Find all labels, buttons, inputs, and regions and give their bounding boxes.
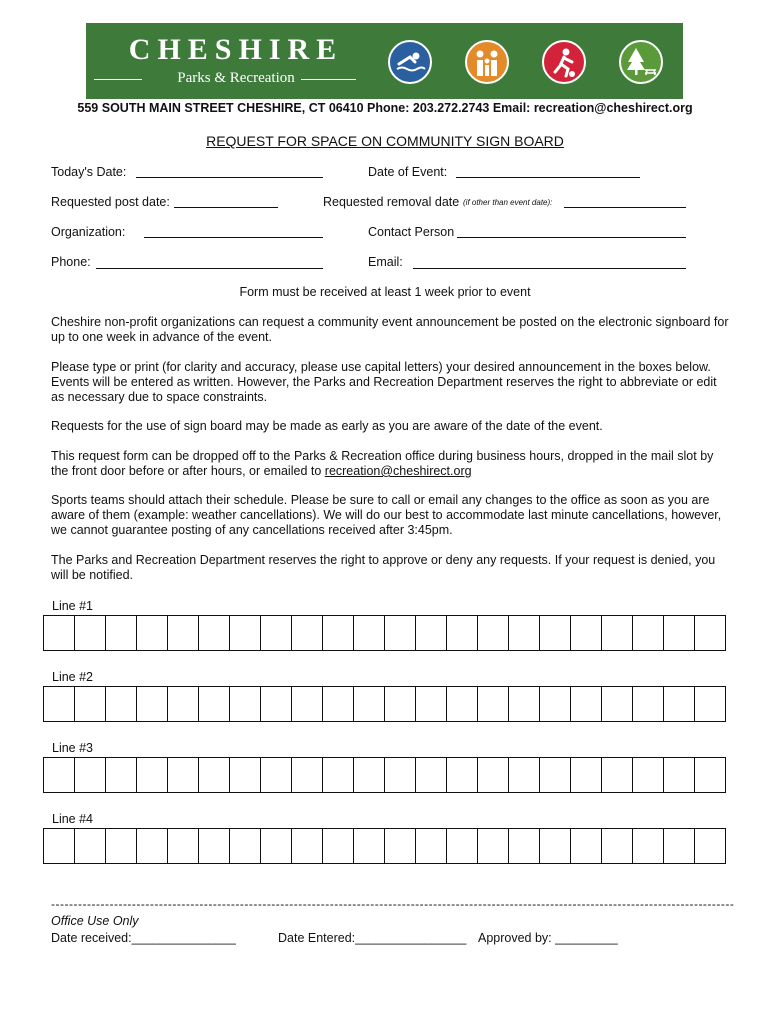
character-box[interactable] [602, 616, 633, 650]
character-box[interactable] [478, 829, 509, 863]
line-2-boxes[interactable] [43, 686, 726, 722]
character-box[interactable] [416, 829, 447, 863]
phone-field[interactable] [96, 268, 323, 269]
character-box[interactable] [571, 616, 602, 650]
organization-field[interactable] [144, 237, 323, 238]
character-box[interactable] [106, 829, 137, 863]
character-box[interactable] [540, 758, 571, 792]
line-4-boxes[interactable] [43, 828, 726, 864]
line-3-boxes[interactable] [43, 757, 726, 793]
character-box[interactable] [633, 829, 664, 863]
character-box[interactable] [540, 687, 571, 721]
character-box[interactable] [106, 758, 137, 792]
requested-removal-date-label: Requested removal date [323, 195, 460, 209]
header-banner [86, 23, 683, 99]
character-box[interactable] [695, 616, 725, 650]
character-box[interactable] [75, 687, 106, 721]
character-box[interactable] [106, 687, 137, 721]
todays-date-field[interactable] [136, 177, 323, 178]
deadline-notice: Form must be received at least 1 week prior to event [239, 285, 531, 299]
line-3-label: Line #3 [52, 741, 94, 755]
email-field[interactable] [413, 268, 686, 269]
character-box[interactable] [633, 758, 664, 792]
brand-subtitle: Parks & Recreation [177, 70, 295, 86]
line-2-label: Line #2 [52, 670, 94, 684]
character-box[interactable] [261, 616, 292, 650]
character-box[interactable] [416, 687, 447, 721]
line-1-label: Line #1 [52, 599, 94, 613]
character-box[interactable] [633, 687, 664, 721]
submission-text: This request form can be dropped off to the Parks & Recreation office during business hours, dropped in the mail slot by the front door before or after hours, or emailed to [51, 449, 714, 478]
character-box[interactable] [168, 829, 199, 863]
character-box[interactable] [664, 758, 695, 792]
character-box[interactable] [323, 758, 354, 792]
character-box[interactable] [633, 616, 664, 650]
family-icon [465, 40, 509, 84]
character-box[interactable] [354, 687, 385, 721]
character-box[interactable] [478, 616, 509, 650]
character-box[interactable] [602, 829, 633, 863]
swimmer-icon [388, 40, 432, 84]
paragraph-submission [51, 449, 731, 479]
paragraph-instructions: Please type or print (for clarity and accuracy, please use capital letters) your desired announcement in the boxes below. Events will be entered as written. However, the Parks and Recreation Department reserves the right to abbreviate or edit as necessary due to space constraints. [51, 360, 717, 404]
character-box[interactable] [509, 616, 540, 650]
character-box[interactable] [106, 616, 137, 650]
character-box[interactable] [44, 687, 75, 721]
separator-dashes: -------------------------------------------------------------------------------------------------------------------------------------------------------- [51, 897, 735, 911]
character-box[interactable] [447, 616, 478, 650]
date-received: Date received:_______________ [51, 931, 236, 945]
character-box[interactable] [75, 829, 106, 863]
character-box[interactable] [695, 758, 725, 792]
email-link[interactable]: recreation@cheshirect.org [324, 464, 472, 478]
character-box[interactable] [540, 829, 571, 863]
paragraph-approval: The Parks and Recreation Department reserves the right to approve or deny any requests. If your request is denied, you will be notified. [51, 553, 716, 582]
character-box[interactable] [323, 687, 354, 721]
character-box[interactable] [199, 616, 230, 650]
character-box[interactable] [44, 829, 75, 863]
character-box[interactable] [44, 616, 75, 650]
character-box[interactable] [354, 829, 385, 863]
character-box[interactable] [509, 829, 540, 863]
email-label: Email: [368, 255, 403, 269]
character-box[interactable] [354, 758, 385, 792]
character-box[interactable] [540, 616, 571, 650]
character-box[interactable] [416, 616, 447, 650]
character-box[interactable] [385, 829, 416, 863]
character-box[interactable] [137, 687, 168, 721]
character-box[interactable] [354, 616, 385, 650]
character-box[interactable] [199, 758, 230, 792]
requested-post-date-label: Requested post date: [51, 195, 170, 209]
requested-removal-date-field[interactable] [564, 207, 686, 208]
character-box[interactable] [602, 758, 633, 792]
character-box[interactable] [602, 687, 633, 721]
character-box[interactable] [323, 829, 354, 863]
character-box[interactable] [199, 829, 230, 863]
character-box[interactable] [447, 829, 478, 863]
brand-name: CHESHIRE [128, 33, 344, 66]
character-box[interactable] [261, 687, 292, 721]
character-box[interactable] [571, 829, 602, 863]
character-box[interactable] [385, 616, 416, 650]
character-box[interactable] [292, 616, 323, 650]
character-box[interactable] [137, 758, 168, 792]
date-of-event-label: Date of Event: [368, 165, 448, 179]
character-box[interactable] [292, 687, 323, 721]
organization-label: Organization: [51, 225, 126, 239]
character-box[interactable] [230, 829, 261, 863]
character-box[interactable] [509, 687, 540, 721]
requested-post-date-field[interactable] [174, 207, 278, 208]
approved-by: Approved by: _________ [478, 931, 618, 945]
character-box[interactable] [416, 758, 447, 792]
date-of-event-field[interactable] [456, 177, 640, 178]
character-box[interactable] [230, 616, 261, 650]
soccer-player-icon [542, 40, 586, 84]
todays-date-label: Today's Date: [51, 165, 127, 179]
character-box[interactable] [509, 758, 540, 792]
character-box[interactable] [168, 687, 199, 721]
character-box[interactable] [447, 758, 478, 792]
paragraph-timing: Requests for the use of sign board may be made as early as you are aware of the date of the event. [51, 419, 603, 433]
character-box[interactable] [168, 616, 199, 650]
character-box[interactable] [230, 687, 261, 721]
character-box[interactable] [447, 687, 478, 721]
character-box[interactable] [695, 687, 725, 721]
paragraph-sports-teams: Sports teams should attach their schedule. Please be sure to call or email any changes to the office as soon as you are aware of them (example: weather cancellations). We will do our best to accommodate last minute cancellations, however, we cannot guarantee posting of any cancellations received after 3:45pm. [51, 493, 722, 537]
character-box[interactable] [261, 758, 292, 792]
date-entered: Date Entered:________________ [278, 931, 467, 945]
removal-date-note: (if other than event date): [463, 198, 553, 207]
character-box[interactable] [385, 687, 416, 721]
character-box[interactable] [695, 829, 725, 863]
character-box[interactable] [478, 758, 509, 792]
contact-person-field[interactable] [457, 237, 686, 238]
character-box[interactable] [292, 758, 323, 792]
character-box[interactable] [199, 687, 230, 721]
paragraph-eligibility: Cheshire non-profit organizations can request a community event announcement be posted on the electronic signboard for up to one week in advance of the event. [51, 315, 729, 344]
character-box[interactable] [292, 829, 323, 863]
tree-picnic-icon [619, 40, 663, 84]
address-line: 559 SOUTH MAIN STREET CHESHIRE, CT 06410 Phone: 203.272.2743 Email: recreation@cheshirect.org [77, 101, 693, 115]
character-box[interactable] [75, 758, 106, 792]
character-box[interactable] [664, 687, 695, 721]
form-title: REQUEST FOR SPACE ON COMMUNITY SIGN BOARD [206, 133, 564, 149]
office-use-heading: Office Use Only [51, 914, 139, 928]
contact-person-label: Contact Person [368, 225, 455, 239]
character-box[interactable] [261, 829, 292, 863]
character-box[interactable] [478, 687, 509, 721]
character-box[interactable] [664, 829, 695, 863]
brand-rule-right [301, 79, 356, 80]
character-box[interactable] [168, 758, 199, 792]
character-box[interactable] [571, 687, 602, 721]
character-box[interactable] [137, 829, 168, 863]
character-box[interactable] [230, 758, 261, 792]
line-1-boxes[interactable] [43, 615, 726, 651]
character-box[interactable] [571, 758, 602, 792]
character-box[interactable] [323, 616, 354, 650]
character-box[interactable] [44, 758, 75, 792]
line-4-label: Line #4 [52, 812, 94, 826]
character-box[interactable] [137, 616, 168, 650]
character-box[interactable] [75, 616, 106, 650]
character-box[interactable] [385, 758, 416, 792]
character-box[interactable] [664, 616, 695, 650]
phone-label: Phone: [51, 255, 91, 269]
